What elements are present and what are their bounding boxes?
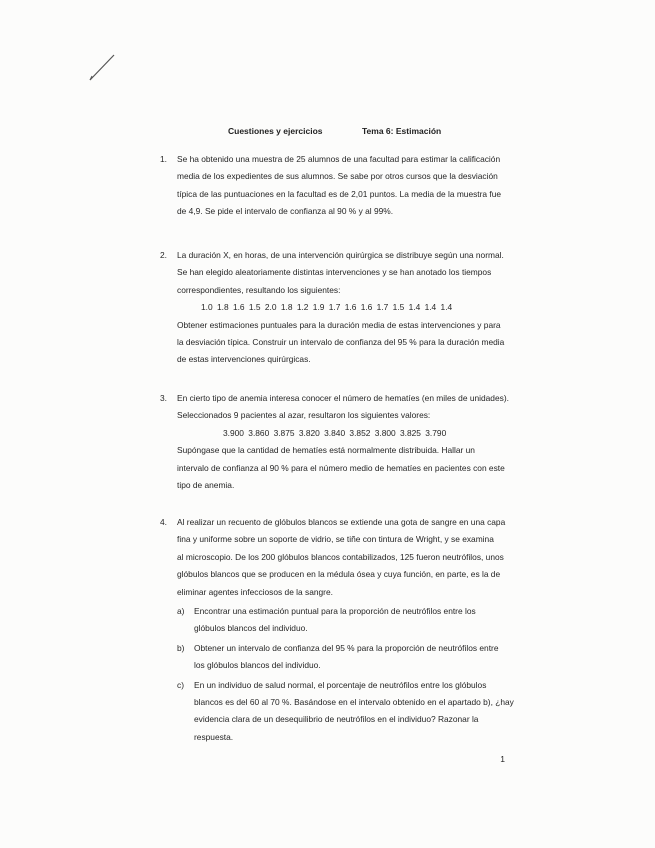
text-line: de estas intervenciones quirúrgicas. — [177, 354, 311, 365]
text-line: Seleccionados 9 pacientes al azar, resultaron los siguientes valores: — [177, 410, 431, 421]
text-line: glóbulos blancos del individuo. — [194, 623, 308, 634]
text-line: fina y uniforme sobre un soporte de vidrio, se tiñe con tintura de Wright, y se examina — [177, 534, 494, 545]
pen-stroke-mark — [88, 52, 118, 82]
exercise-number: 2. — [160, 250, 167, 260]
text-line: correspondientes, resultando los siguientes: — [177, 284, 341, 295]
text-line: blancos es del 60 al 70 %. Basándose en el intervalo obtenido en el apartado b), ¿hay — [194, 697, 514, 708]
subquestion-c — [177, 677, 514, 747]
text-line: glóbulos blancos que se producen en la médula ósea y cuya función, en parte, es la de — [177, 569, 501, 580]
exercise-number: 1. — [160, 154, 167, 164]
subquestion-label: a) — [177, 606, 185, 617]
text-line: respuesta. — [194, 731, 234, 742]
data-values: 3.900 3.860 3.875 3.820 3.840 3.852 3.800 3.825 3.790 — [223, 427, 447, 438]
exercise-number: 3. — [160, 393, 167, 403]
text-line: En cierto tipo de anemia interesa conocer el número de hematíes (en miles de unidades). — [177, 393, 509, 403]
subquestion-label: c) — [177, 679, 184, 690]
page-number: 1 — [500, 754, 505, 764]
text-line: Se ha obtenido una muestra de 25 alumnos de una facultad para estimar la calificación — [177, 154, 501, 164]
subquestion-label: b) — [177, 642, 185, 653]
text-line: la desviación típica. Construir un intervalo de confianza del 95 % para la duración media — [177, 337, 505, 348]
text-line: Supóngase que la cantidad de hematíes está normalmente distribuida. Hallar un — [177, 445, 475, 456]
text-line: evidencia clara de un desequilibrio de neutrófilos en el individuo? Razonar la — [194, 714, 479, 725]
text-line: Se han elegido aleatoriamente distintas intervenciones y se han anotado los tiempos — [177, 267, 492, 278]
text-line: La duración X, en horas, de una intervención quirúrgica se distribuye según una normal. — [177, 250, 504, 260]
exercise-number: 4. — [160, 517, 167, 527]
subquestion-b — [177, 640, 505, 675]
text-line: Obtener estimaciones puntuales para la duración media de estas intervenciones y para — [177, 319, 501, 330]
data-values: 1.0 1.8 1.6 1.5 2.0 1.8 1.2 1.9 1.7 1.6 1.6 1.7 1.5 1.4 1.4 1.4 — [201, 302, 453, 313]
text-line: intervalo de confianza al 90 % para el número medio de hematíes en pacientes con este — [177, 462, 505, 473]
text-line: Al realizar un recuento de glóbulos blancos se extiende una gota de sangre en una capa — [177, 517, 506, 527]
text-line: eliminar agentes infecciosos de la sangre. — [177, 586, 333, 597]
text-line: los glóbulos blancos del individuo. — [194, 660, 321, 671]
text-line: media de los expedientes de sus alumnos. Se sabe por otros cursos que la desviación — [177, 171, 498, 182]
text-line: Obtener un intervalo de confianza del 95 % para la proporción de neutrófilos entre — [194, 642, 499, 653]
text-line: tipo de anemia. — [177, 480, 235, 491]
text-line: En un individuo de salud normal, el porcentaje de neutrófilos entre los glóbulos — [194, 679, 487, 690]
text-line: al microscopio. De los 200 glóbulos blancos contabilizados, 125 fueron neutrófilos, unos — [177, 551, 504, 562]
header-left: Cuestiones y ejercicios — [228, 126, 323, 136]
text-line: de 4,9. Se pide el intervalo de confianza al 90 % y al 99%. — [177, 206, 394, 217]
text-line: típica de las puntuaciones en la facultad es de 2,01 puntos. La media de la muestra fue — [177, 188, 502, 199]
text-line: Encontrar una estimación puntual para la proporción de neutrófilos entre los — [194, 606, 476, 617]
header-right: Tema 6: Estimación — [362, 126, 442, 136]
subquestion-a — [177, 603, 505, 638]
